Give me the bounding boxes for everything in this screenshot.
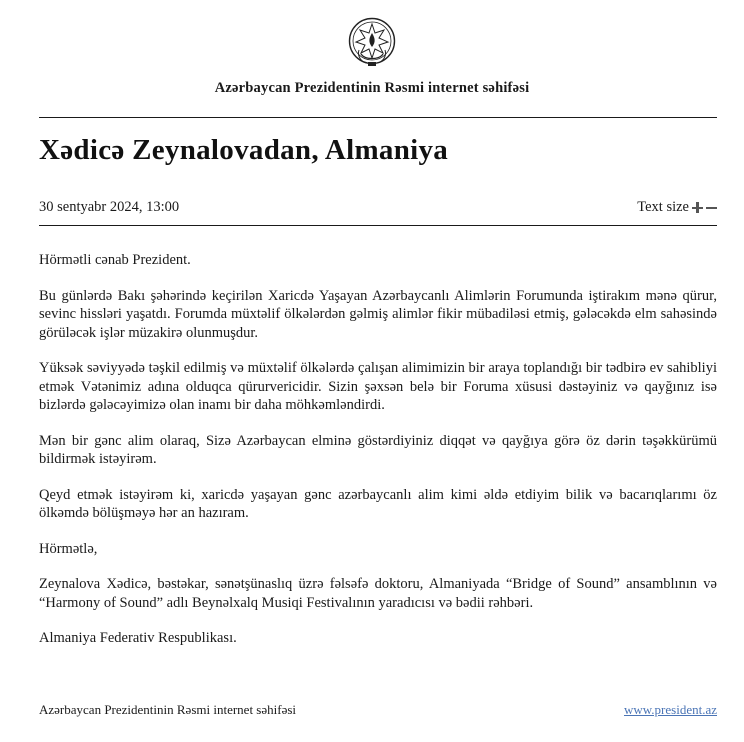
azerbaijan-state-emblem-icon <box>347 16 397 68</box>
text-size-increase-icon[interactable] <box>692 202 703 213</box>
article-body <box>39 251 717 665</box>
text-size-control <box>637 199 717 216</box>
meta-divider <box>39 225 717 226</box>
article-paragraph: Qeyd etmək istəyirəm ki, xaricdə yaşayan gənc azərbaycanlı alim kimi əldə etdiyim bilik və bacarıqlarımı öz ölkəmdə bölüşməyə hər an hazıram. <box>39 486 717 521</box>
page-header <box>0 0 744 97</box>
text-size-label: Text size <box>637 199 689 215</box>
article-title: Xədicə Zeynalovadan, Almaniya <box>39 134 449 166</box>
article-paragraph: Hörmətli cənab Prezident. <box>39 252 191 268</box>
article-paragraph: Yüksək səviyyədə təşkil edilmiş və müxtəlif ölkələrdə çalışan alimimizin bir araya toplandığı bir tədbirə ev sahibliyi etmək Vətənimiz adına olduqca qürurvericidir. Sizin şəxsən belə bir Foruma xüsusi dəstəyiniz və qayğınız isə bizlərdə gələcəyimizə olan inamı bir daha möhkəmləndirdi. <box>39 360 717 413</box>
text-size-decrease-icon[interactable] <box>706 202 717 213</box>
site-title: Azərbaycan Prezidentinin Rəsmi internet səhifəsi <box>214 80 530 96</box>
article-paragraph: Hörmətlə, <box>39 540 98 557</box>
footer-site-title: Azərbaycan Prezidentinin Rəsmi internet səhifəsi <box>39 702 297 717</box>
article-paragraph: Zeynalova Xədicə, bəstəkar, sənətşünaslıq üzrə fəlsəfə doktoru, Almaniyada “Bridge of Sound” ansamblının və “Harmony of Sound” adlı Beynəlxalq Musiqi Festivalının yaradıcısı və bədii rəhbəri. <box>39 576 717 611</box>
article-date: 30 sentyabr 2024, 13:00 <box>39 199 180 215</box>
footer-website-link[interactable]: www.president.az <box>623 702 717 717</box>
top-divider <box>39 117 717 118</box>
article-paragraph: Almaniya Federativ Respublikası. <box>39 630 237 646</box>
article-paragraph: Bu günlərdə Bakı şəhərində keçirilən Xaricdə Yaşayan Azərbaycanlı Alimlərin Forumunda iştirakım mənə qürur, sevinc hissləri yaşatdı. Forumda müxtəlif ölkələrdən gəlmiş alimlər fikir mübadiləsi etmiş, gələcəkdə elm sahəsində görüləcək işlər müzakirə olunmuşdur. <box>39 287 717 341</box>
article-paragraph: Mən bir gənc alim olaraq, Sizə Azərbaycan elminə göstərdiyiniz diqqət və qayğıya görə öz dərin təşəkkürümü bildirmək istəyirəm. <box>39 432 717 467</box>
